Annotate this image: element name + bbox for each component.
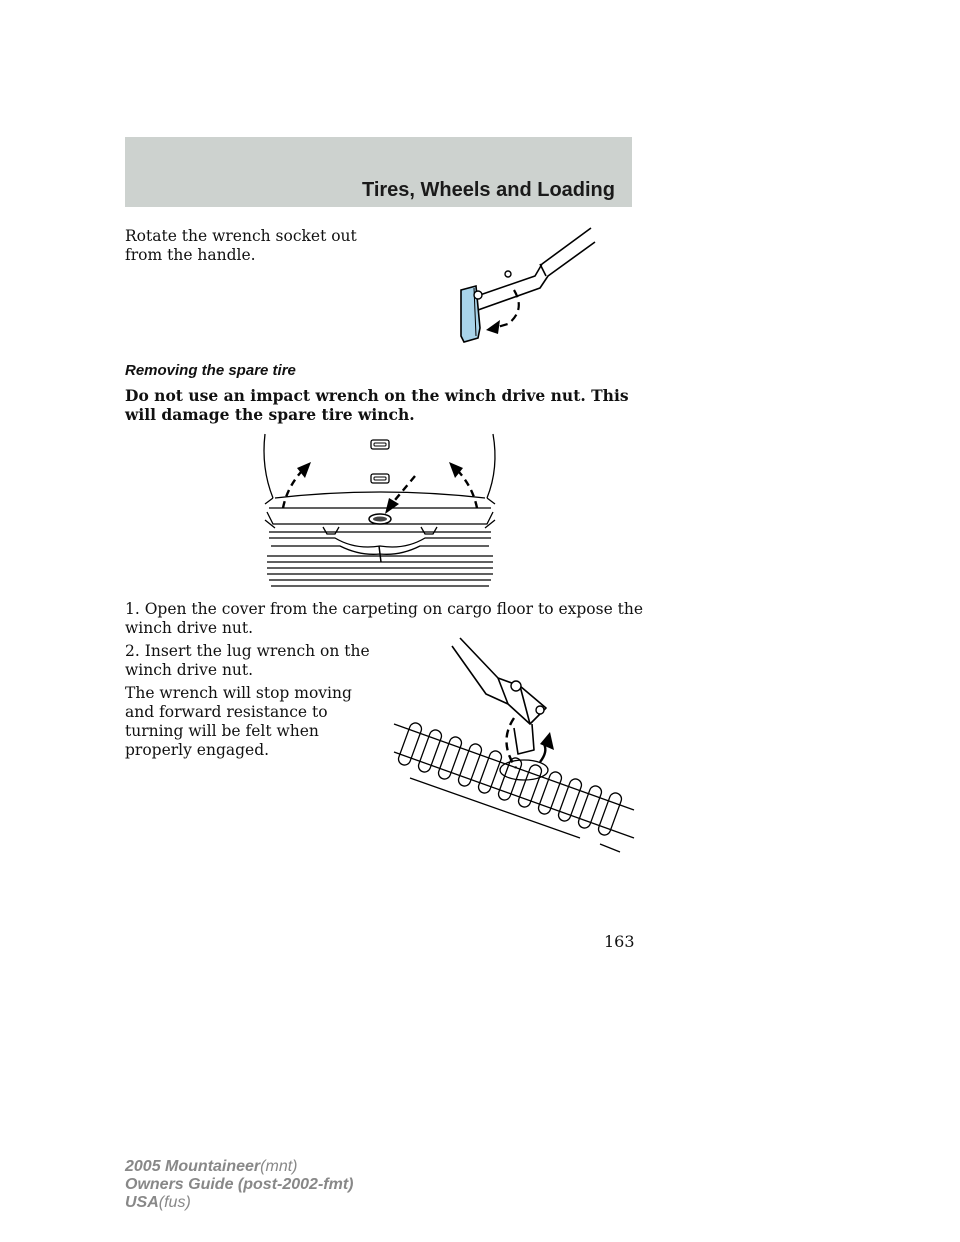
page-number: 163 xyxy=(604,932,635,951)
footer-market: USA xyxy=(125,1194,159,1211)
footer-line-1 xyxy=(125,1158,353,1176)
section-title: Tires, Wheels and Loading xyxy=(361,179,615,201)
removing-spare-tire-heading: Removing the spare tire xyxy=(125,362,296,379)
lug-wrench-on-winch-nut-illustration xyxy=(390,632,636,864)
step-3-engagement-note: The wrench will stop moving and forward resistance to turning will be felt when properly engaged. xyxy=(125,684,352,759)
footer-model-code: (mnt) xyxy=(260,1158,298,1175)
impact-wrench-warning: Do not use an impact wrench on the winch drive nut. This will damage the spare tire winch. xyxy=(125,386,629,424)
rotate-instruction: Rotate the wrench socket out from the handle. xyxy=(125,227,357,264)
header-band xyxy=(125,137,632,207)
cargo-floor-cover-illustration xyxy=(255,428,505,593)
footer-line-3 xyxy=(125,1194,353,1212)
footer-line-2 xyxy=(125,1176,353,1194)
footer-guide: Owners Guide (post-2002-fmt) xyxy=(125,1176,354,1193)
footer-model: 2005 Mountaineer xyxy=(125,1158,261,1175)
document-footer xyxy=(125,1158,353,1212)
wrench-socket-illustration xyxy=(450,218,600,358)
footer-market-code: (fus) xyxy=(158,1194,191,1211)
step-1-open-cover: 1. Open the cover from the carpeting on cargo floor to expose the winch drive nut. xyxy=(125,600,644,637)
step-2-insert-wrench: 2. Insert the lug wrench on the winch drive nut. xyxy=(125,642,370,679)
